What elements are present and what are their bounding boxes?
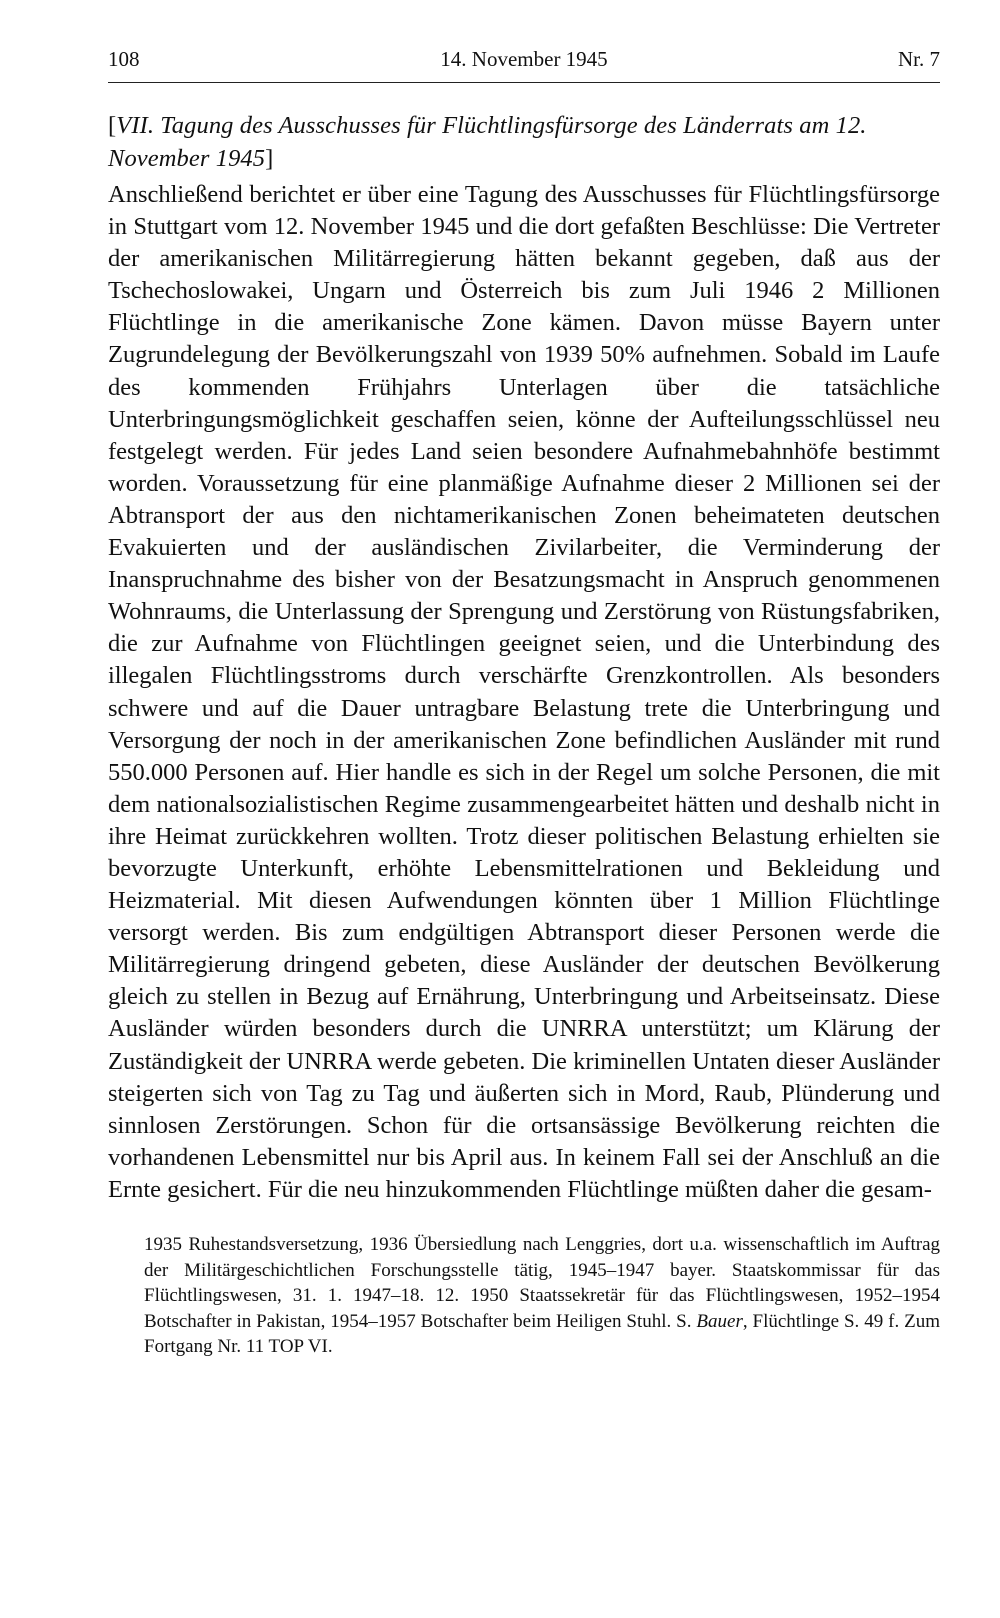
header-date: 14. November 1945 — [440, 47, 608, 71]
footnote-text-start: 1935 Ruhestandsversetzung, 1936 Übersiedlung nach Lenggries, dort u.a. wissenschaftlich im Auftrag der Militärgeschichtlichen Forschungsstelle tätig, 1945–1947 bayer. Staatskommissar für das Flüchtlingswesen, 31. 1. 1947–18. 12. 1950 Staatssekretär für das Flüchtlingswesen, 1952–1954 Botschafter in Pakistan, 1954–1957 Botschafter beim Heiligen Stuhl. S. — [144, 1234, 940, 1332]
footnote-author-reference: Bauer — [696, 1310, 743, 1332]
section-heading — [108, 109, 940, 175]
footnote-text-end: , Flüchtlinge S. 49 f. Zum Fortgang Nr. 11 TOP VI. — [144, 1310, 940, 1357]
running-header — [108, 44, 940, 74]
header-rule — [108, 82, 940, 83]
footnote — [144, 1232, 940, 1360]
page-number: 108 — [108, 47, 140, 71]
document-page — [108, 44, 940, 1360]
body-paragraph: Anschließend berichtet er über eine Tagung des Ausschusses für Flüchtlingsfürsorge in Stuttgart vom 12. November 1945 und die dort gefaßten Beschlüsse: Die Vertreter der amerikanischen Militärregierung hätten bekannt gegeben, daß aus der Tschechoslowakei, Ungarn und Österreich bis zum Juli 1946 2 Millionen Flüchtlinge in die amerikanische Zone kämen. Davon müsse Bayern unter Zugrundelegung der Bevölkerungszahl von 1939 50% aufnehmen. Sobald im Laufe des kommenden Frühjahrs Unterlagen über die tatsächliche Unterbringungsmöglichkeit geschaffen seien, könne der Aufteilungsschlüssel neu festgelegt werden. Für jedes Land seien besondere Aufnahmebahnhöfe bestimmt worden. Voraussetzung für eine planmäßige Aufnahme dieser 2 Millionen sei der Abtransport der aus den nichtamerikanischen Zonen beheimateten deutschen Evakuierten und der ausländischen Zivilarbeiter, die Verminderung der Inanspruchnahme des bisher von der Besatzungsmacht in Anspruch genommenen Wohnraums, die Unterlassung der Sprengung und Zerstörung von Rüstungsfabriken, die zur Aufnahme von Flüchtlingen geeignet seien, und die Unterbindung des illegalen Flüchtlingsstroms durch verschärfte Grenzkontrollen. Als besonders schwere und auf die Dauer untragbare Belastung trete die Unterbringung und Versorgung der noch in der amerikanischen Zone befindlichen Ausländer mit rund 550.000 Personen auf. Hier handle es sich in der Regel um solche Personen, die mit dem nationalsozialistischen Regime zusammengearbeitet hätten und deshalb nicht in ihre Heimat zurückkehren wollten. Trotz dieser politischen Belastung erhielten sie bevorzugte Unterkunft, erhöhte Lebensmittelrationen und Bekleidung und Heizmaterial. Mit diesen Aufwendungen könnten über 1 Million Flüchtlinge versorgt werden. Bis zum endgültigen Abtransport dieser Personen werde die Militärregierung dringend gebeten, diese Ausländer der deutschen Bevölkerung gleich zu stellen in Bezug auf Ernährung, Unterbringung und Arbeitseinsatz. Diese Ausländer würden besonders durch die UNRRA unterstützt; um Klärung der Zuständigkeit der UNRRA werde gebeten. Die kriminellen Untaten dieser Ausländer steigerten sich von Tag zu Tag und äußerten sich in Mord, Raub, Plünderung und sinnlosen Zerstörungen. Schon für die ortsansässige Bevölkerung reichten die vorhandenen Lebensmittel nur bis April aus. In keinem Fall sei der Anschluß an die Ernte gesichert. Für die neu hinzukommenden Flüchtlinge müßten daher die gesam- — [108, 181, 940, 1203]
heading-open-bracket: [ — [108, 112, 117, 139]
document-number: Nr. 7 — [898, 47, 940, 71]
heading-close-bracket: ] — [265, 145, 274, 172]
heading-title: VII. Tagung des Ausschusses für Flüchtlingsfürsorge des Länderrats am 12. November 1945 — [108, 112, 867, 172]
